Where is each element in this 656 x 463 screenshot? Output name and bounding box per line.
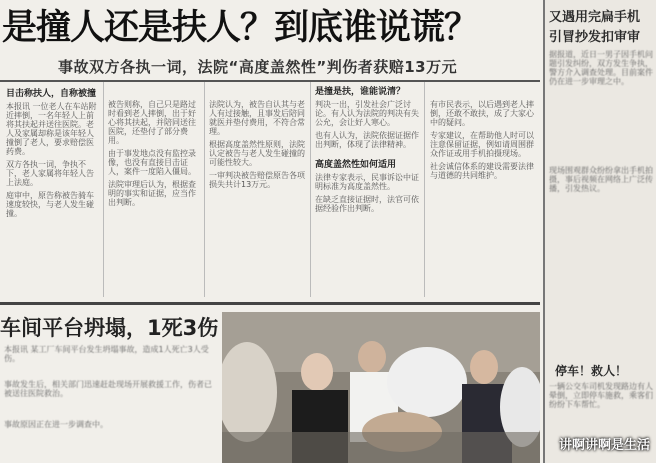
column-paragraph: 有市民表示，以后遇到老人摔倒，还敢不敢扶，成了大家心中的疑问。 (430, 100, 534, 127)
column-paragraph: 一审判决被告赔偿原告各项损失共计13万元。 (209, 171, 305, 189)
column-paragraph: 根据高度盖然性原则，法院认定被告与老人发生碰撞的可能性较大。 (209, 140, 305, 167)
column-divider (103, 82, 104, 297)
headline-rule (0, 80, 540, 82)
column-section-title: 是撞是扶，谁能说清？ (315, 87, 406, 97)
column-paragraph: 由于事发地点没有监控录像，也没有直接目击证人，案件一度陷入僵局。 (108, 149, 196, 176)
column-paragraph: 判决一出，引发社会广泛讨论。有人认为法院的判决有失公允，会让好人寒心。 (315, 100, 419, 127)
bottom-paragraph: 事故发生后，相关部门迅速赶赴现场开展救援工作，伤者已被送往医院救治。 (4, 380, 212, 398)
column-paragraph: 法律专家表示，民事诉讼中证明标准为高度盖然性。 (315, 173, 419, 191)
page-headline: 是撞人还是扶人？到底谁说谎？ (2, 8, 479, 48)
column-paragraph: 专家建议，在帮助他人时可以注意保留证据，例如请周围群众作证或用手机拍摄现场。 (430, 131, 534, 158)
section-rule (0, 302, 540, 305)
article-column-2 (108, 100, 200, 280)
sidebar-headline-1: 又遇用完扁手机 (549, 10, 641, 25)
crowd-photo-image (222, 312, 540, 463)
column-paragraph: 庭审中，原告称被告骑车速度较快，与老人发生碰撞。 (6, 191, 94, 218)
source-watermark: 讲啊讲啊是生活 (558, 438, 650, 453)
article-column-4 (315, 84, 419, 213)
column-paragraph: 法院认为，被告自认其与老人有过接触，且事发后陪同就医并垫付费用，不符合常理。 (209, 100, 305, 136)
bottom-paragraph: 本报讯 某工厂车间平台发生坍塌事故，造成1人死亡3人受伤。 (4, 345, 209, 363)
sidebar-paragraph: 一辆公交车司机发现路边有人晕倒，立即停车施救，乘客们纷纷下车帮忙。 (549, 382, 653, 409)
column-section-title: 目击称扶人，自称被撞 (6, 89, 97, 99)
article-column-3 (209, 100, 305, 271)
column-paragraph: 社会诚信体系的建设需要法律与道德的共同维护。 (430, 162, 534, 180)
sidebar-paragraph: 据报道，近日一男子因手机问题引发纠纷，双方发生争执，警方介入调查处理。目前案件仍在进一步审理之中。 (549, 50, 653, 86)
column-paragraph: 在缺乏直接证据时，法官可依据经验作出判断。 (315, 195, 419, 213)
article-column-1 (6, 86, 98, 281)
column-paragraph: 被告则称，自己只是路过时看到老人摔倒，出于好心将其扶起，并陪同送往医院，还垫付了部分费用。 (108, 100, 196, 145)
bottom-article-headline: 车间平台坍塌，1死3伤 (0, 316, 219, 340)
column-divider (310, 82, 311, 297)
article-column-5 (430, 100, 534, 252)
column-divider (204, 82, 205, 297)
column-paragraph: 本报讯 一位老人在车站附近摔倒，一名年轻人上前将其扶起并送往医院。老人及家属却称是该年轻人撞倒了老人，要求赔偿医药费。 (6, 102, 97, 156)
column-paragraph: 法院审理后认为，根据查明的事实和证据，应当作出判断。 (108, 180, 196, 207)
sidebar-article (543, 0, 656, 463)
column-paragraph: 也有人认为，法院依据证据作出判断，体现了法律精神。 (315, 131, 419, 149)
column-paragraph: 双方各执一词，争执不下，老人家属将年轻人告上法庭。 (6, 160, 94, 187)
bottom-paragraph: 事故原因正在进一步调查中。 (4, 420, 108, 429)
page-subheadline: 事故双方各执一词，法院“高度盖然性”判伤者获赔13万元 (58, 58, 458, 76)
sidebar-headline-2: 引冒抄发扣审审 (549, 30, 641, 45)
sidebar-subhead: 停车！救人！ (555, 364, 628, 378)
column-section-title: 高度盖然性如何适用 (315, 160, 397, 170)
column-divider (424, 82, 425, 297)
crowd-photo (222, 312, 540, 463)
sidebar-paragraph: 现场围观群众纷纷拿出手机拍摄，事后视频在网络上广泛传播，引发热议。 (549, 166, 653, 193)
